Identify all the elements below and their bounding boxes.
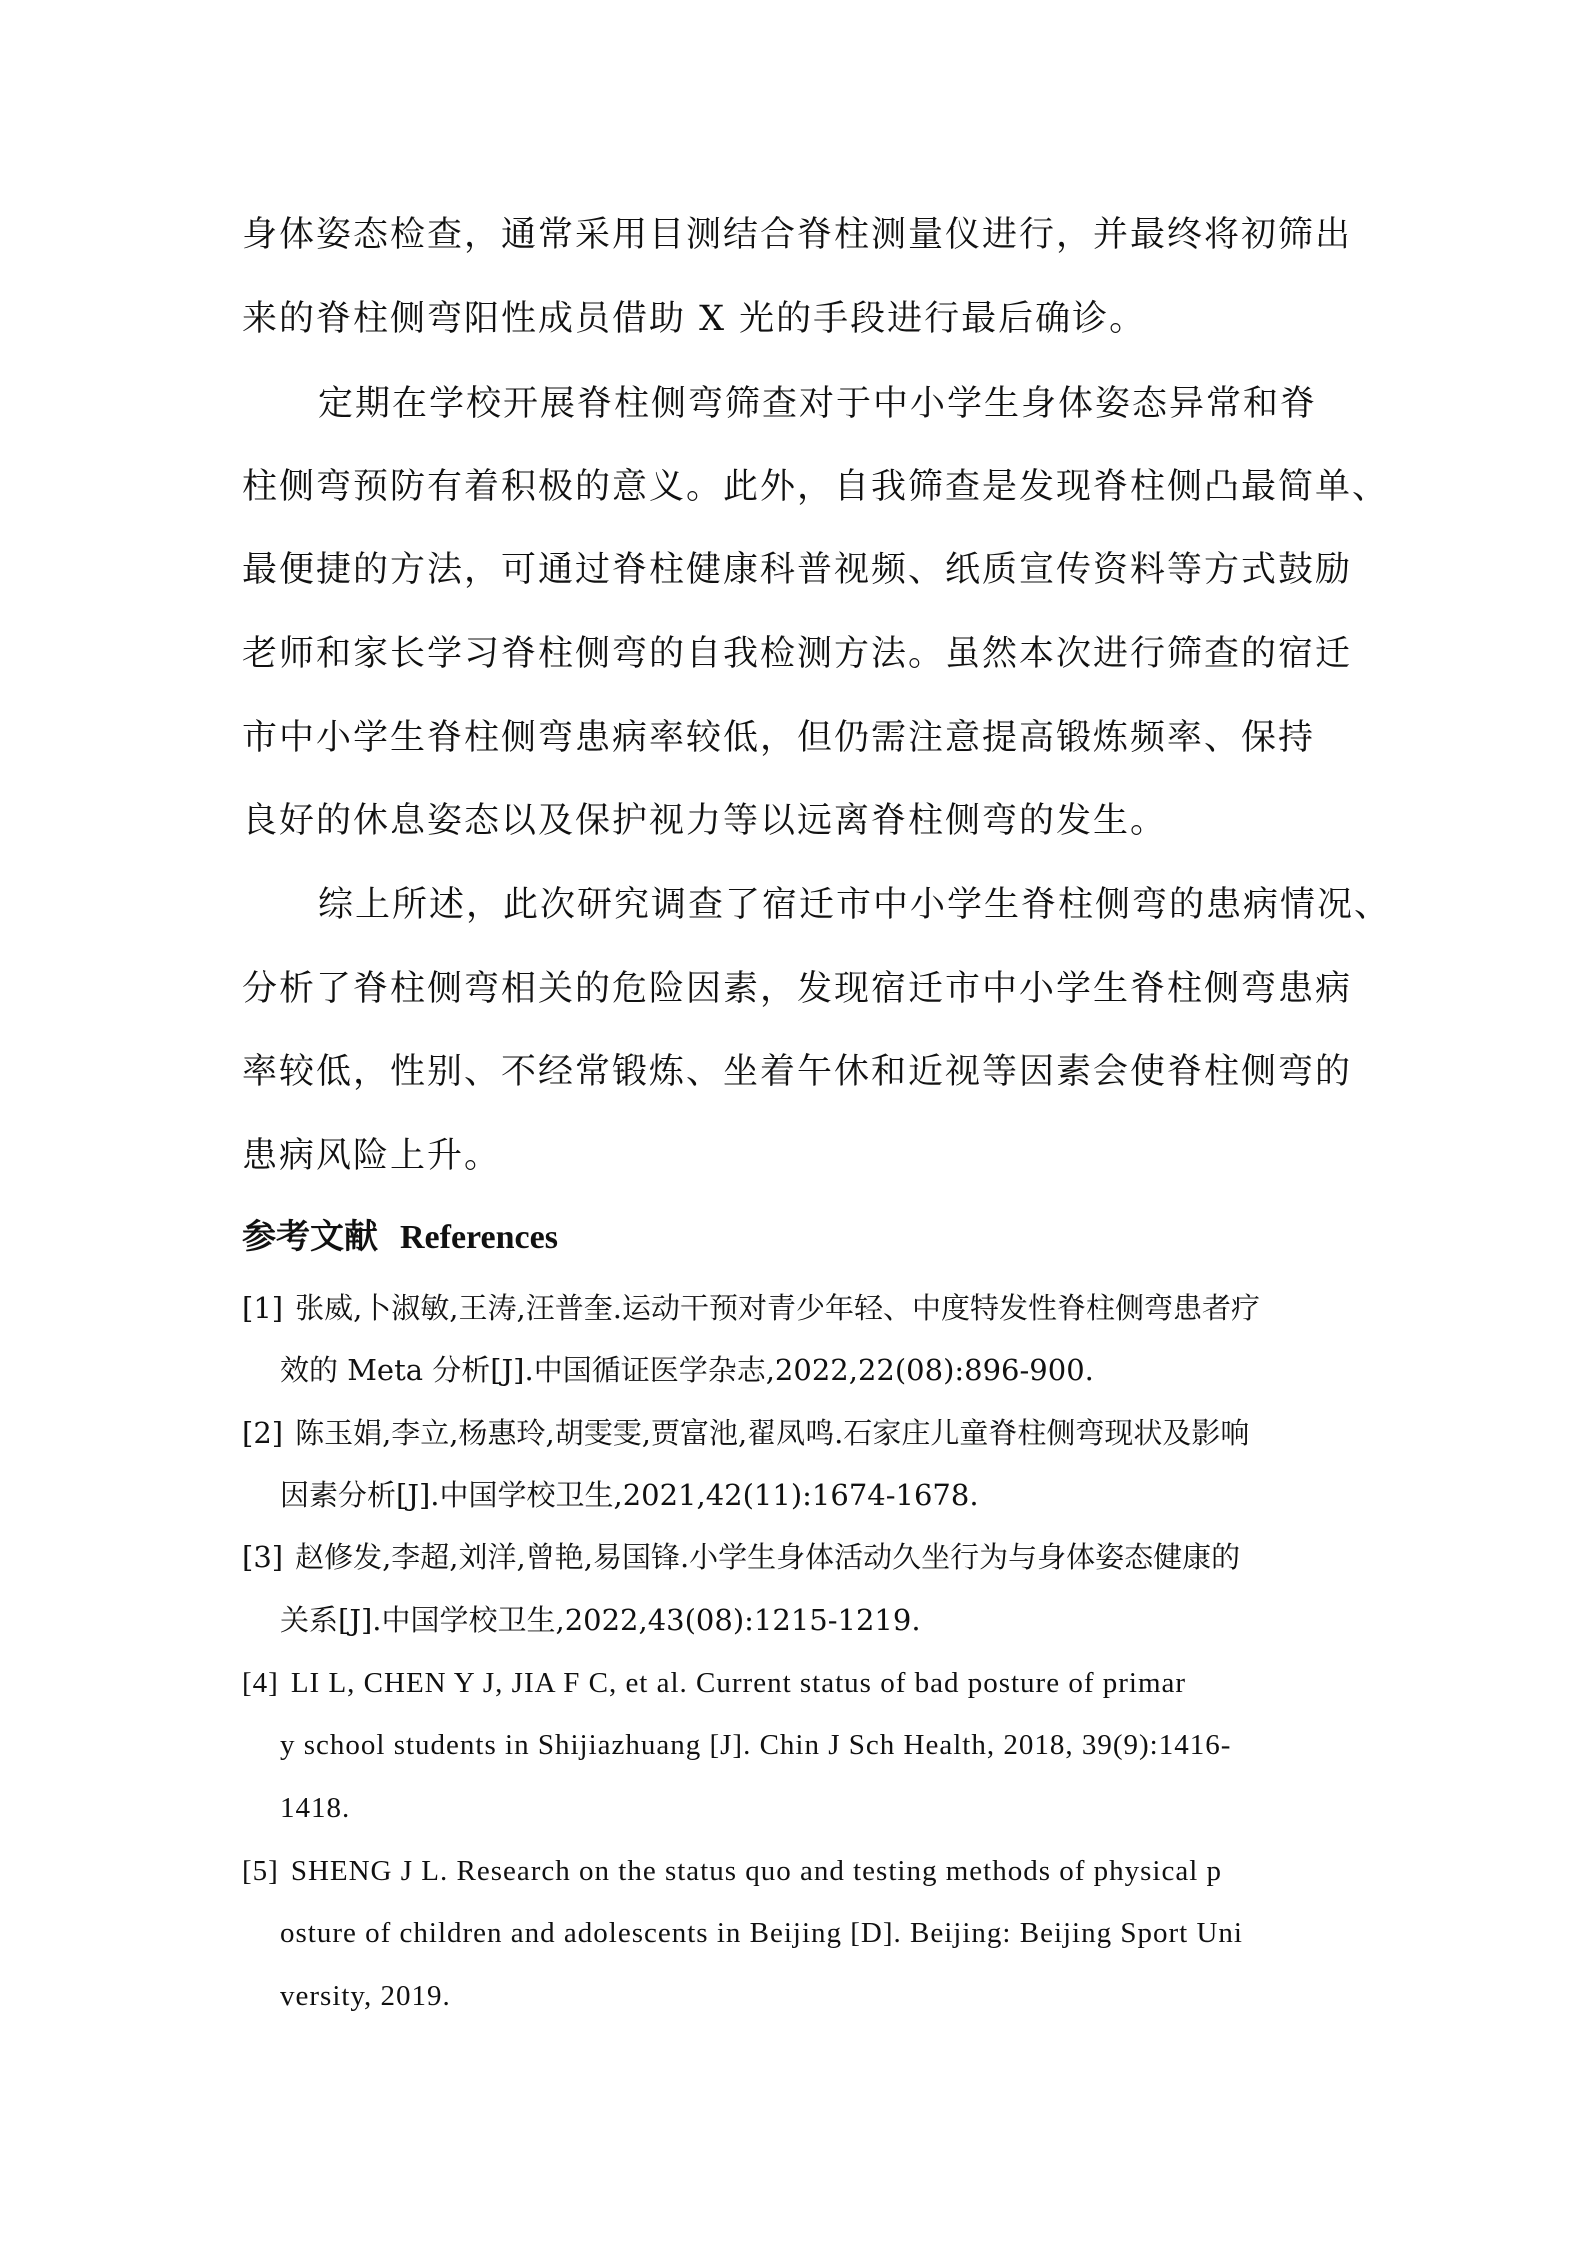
reference-item: [242, 1413, 1360, 1453]
body-line: 定期在学校开展脊柱侧弯筛查对于中小学生身体姿态异常和脊: [318, 384, 1318, 424]
reference-text: versity, 2019.: [280, 1980, 451, 2012]
reference-number: [1]: [242, 1291, 284, 1325]
reference-item: [242, 1288, 1360, 1328]
reference-number: [3]: [242, 1540, 284, 1574]
body-line: 良好的休息姿态以及保护视力等以远离脊柱侧弯的发生。: [242, 801, 1168, 841]
reference-item: [242, 1537, 1360, 1577]
body-line: 患病风险上升。: [242, 1136, 502, 1176]
reference-number: [5]: [242, 1855, 279, 1887]
body-line: 综上所述，此次研究调查了宿迁市中小学生脊柱侧弯的患病情况、: [318, 885, 1392, 925]
body-line: 市中小学生脊柱侧弯患病率较低，但仍需注意提高锻炼频率、保持: [242, 718, 1316, 758]
body-line: 分析了脊柱侧弯相关的危险因素，发现宿迁市中小学生脊柱侧弯患病: [242, 969, 1353, 1009]
reference-number: [4]: [242, 1667, 279, 1699]
body-line: 来的脊柱侧弯阳性成员借助 X 光的手段进行最后确诊。: [242, 299, 1147, 339]
reference-text: 效的 Meta 分析[J].中国循证医学杂志,2022,22(08):896-900.: [280, 1353, 1094, 1387]
body-line: 率较低，性别、不经常锻炼、坐着午休和近视等因素会使脊柱侧弯的: [242, 1052, 1353, 1092]
reference-text: SHENG J L. Research on the status quo and testing methods of physical p: [290, 1855, 1223, 1887]
reference-text: 1418.: [280, 1792, 351, 1824]
body-line: 身体姿态检查，通常采用目测结合脊柱测量仪进行，并最终将初筛出: [242, 215, 1353, 255]
reference-text: osture of children and adolescents in Beijing [D]. Beijing: Beijing Sport Uni: [280, 1917, 1243, 1949]
body-line: 最便捷的方法，可通过脊柱健康科普视频、纸质宣传资料等方式鼓励: [242, 550, 1353, 590]
reference-text: LI L, CHEN Y J, JIA F C, et al. Current status of bad posture of primar: [290, 1667, 1187, 1699]
references-heading-cn: 参考文献: [242, 1217, 378, 1257]
body-line: 柱侧弯预防有着积极的意义。此外，自我筛查是发现脊柱侧凸最简单、: [242, 467, 1390, 507]
reference-item: [242, 1851, 1360, 1891]
reference-item: [242, 1663, 1360, 1703]
reference-text: 关系[J].中国学校卫生,2022,43(08):1215-1219.: [280, 1603, 921, 1637]
references-heading-en: References: [400, 1219, 558, 1256]
reference-text: 赵修发,李超,刘洋,曾艳,易国锋.小学生身体活动久坐行为与身体姿态健康的: [295, 1540, 1241, 1574]
reference-text: 陈玉娟,李立,杨惠玲,胡雯雯,贾富池,翟凤鸣.石家庄儿童脊柱侧弯现状及影响: [295, 1416, 1250, 1450]
reference-text: 因素分析[J].中国学校卫生,2021,42(11):1674-1678.: [280, 1478, 979, 1512]
references-heading: [242, 1215, 558, 1260]
reference-text: y school students in Shijiazhuang [J]. Chin J Sch Health, 2018, 39(9):1416-: [280, 1729, 1232, 1761]
body-line: 老师和家长学习脊柱侧弯的自我检测方法。虽然本次进行筛查的宿迁: [242, 634, 1353, 674]
reference-text: 张威,卜淑敏,王涛,汪普奎.运动干预对青少年轻、中度特发性脊柱侧弯患者疗: [295, 1291, 1260, 1325]
reference-number: [2]: [242, 1416, 284, 1450]
